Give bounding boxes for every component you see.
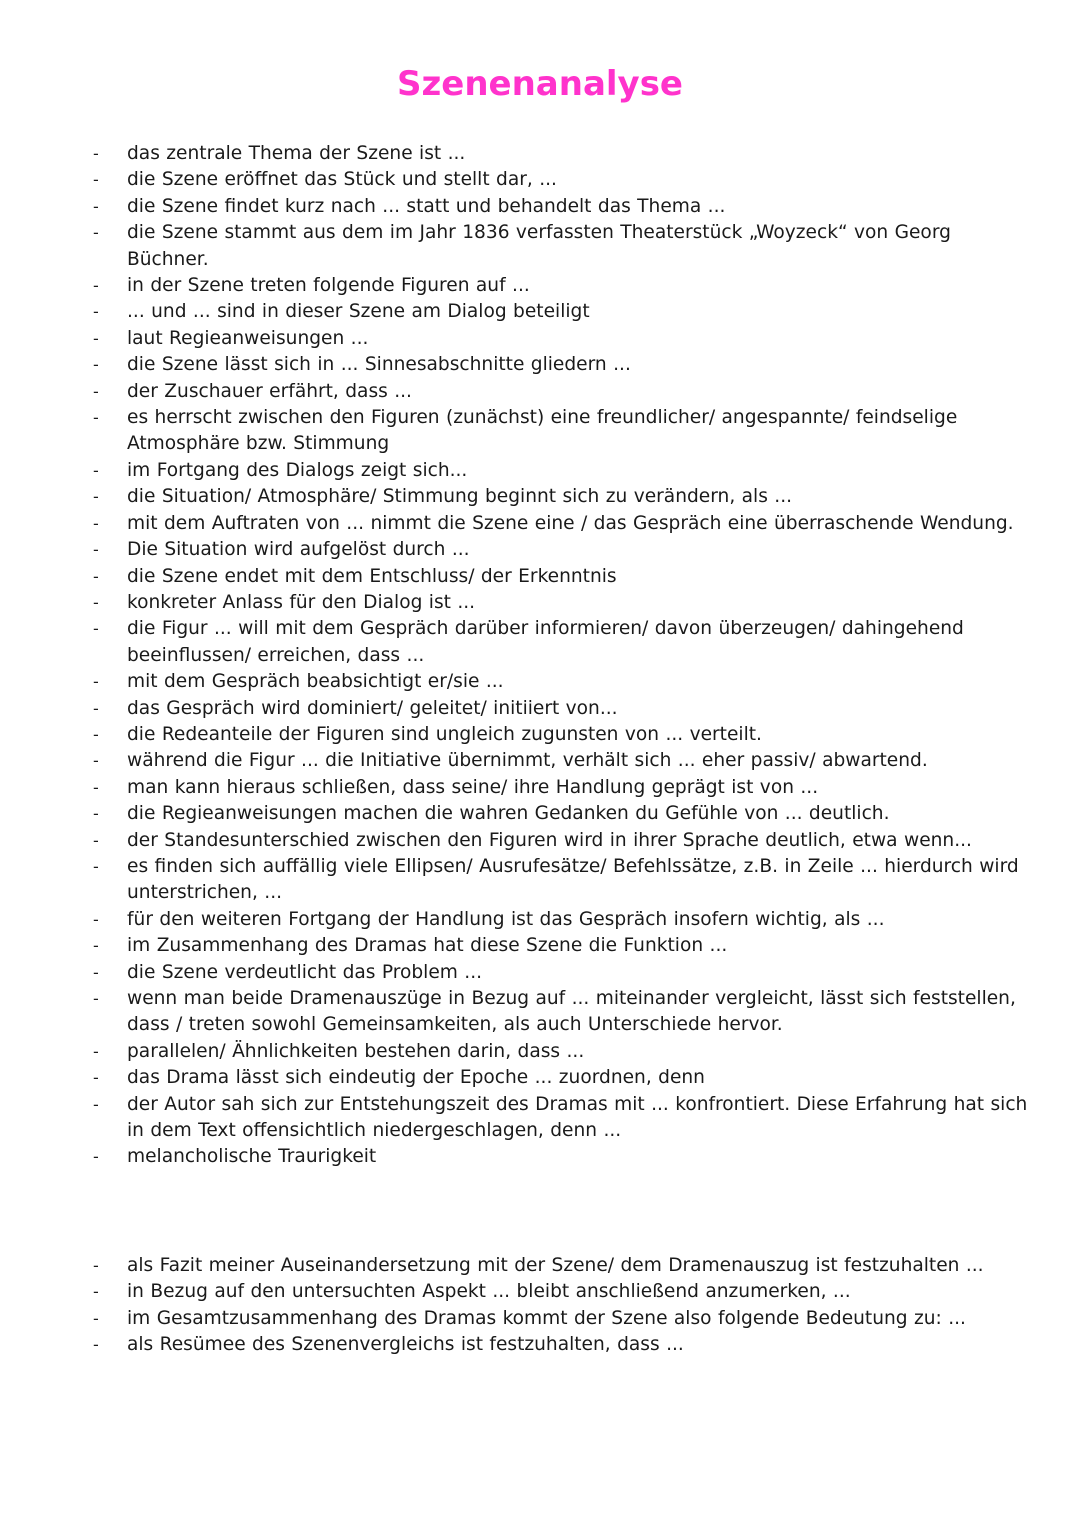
bullet-dash: -	[93, 936, 99, 956]
phrase-item	[0, 326, 1080, 352]
phrase-text: es herrscht zwischen den Figuren (zunächst) eine freundlicher/ angespannte/ feindselige Atmosphäre bzw. Stimmung	[127, 407, 958, 455]
phrase-item	[0, 537, 1080, 563]
phrase-text: konkreter Anlass für den Dialog ist ...	[127, 591, 476, 613]
bullet-dash: -	[93, 302, 99, 322]
bullet-dash: -	[93, 196, 99, 216]
bullet-dash: -	[93, 408, 99, 428]
phrase-text: es finden sich auffällig viele Ellipsen/ Ausrufesätze/ Befehlssätze, z.B. in Zeile ... hierdurch wird unterstrichen, ...	[127, 855, 1019, 904]
bullet-dash: -	[93, 1282, 99, 1302]
phrase-text: während die Figur ... die Initiative übernimmt, verhält sich ... eher passiv/ abwartend.	[127, 750, 928, 772]
bullet-dash: -	[93, 989, 99, 1008]
phrase-text: mit dem Gespräch beabsichtigt er/sie ...	[127, 671, 504, 693]
bullet-dash: -	[93, 751, 99, 771]
phrase-item	[0, 696, 1080, 722]
bullet-dash: -	[93, 381, 99, 401]
phrase-item	[0, 1065, 1080, 1091]
bullet-dash: -	[93, 223, 99, 243]
phrase-text: melancholische Traurigkeit	[127, 1146, 377, 1168]
phrase-text: für den weiteren Fortgang der Handlung ist das Gespräch insofern wichtig, als ...	[127, 908, 885, 930]
bullet-dash: -	[93, 672, 99, 692]
phrase-item	[0, 960, 1080, 986]
phrase-item	[0, 775, 1080, 801]
phrase-text: ... und ... sind in dieser Szene am Dialog beteiligt	[127, 301, 590, 323]
phrase-text: die Redeanteile der Figuren sind ungleich zugunsten von ... verteilt.	[127, 723, 762, 745]
phrase-text: die Szene eröffnet das Stück und stellt dar, ...	[127, 169, 557, 191]
bullet-dash: -	[93, 1041, 99, 1061]
phrase-text: parallelen/ Ähnlichkeiten bestehen darin, dass ...	[127, 1040, 585, 1062]
phrase-text: der Zuschauer erfährt, dass ...	[127, 380, 412, 402]
bullet-dash: -	[93, 276, 99, 296]
phrase-item	[0, 616, 1080, 669]
phrase-text: das Gespräch wird dominiert/ geleitet/ initiiert von...	[127, 697, 618, 719]
phrase-item	[0, 273, 1080, 299]
bullet-dash: -	[93, 1256, 99, 1275]
bullet-dash: -	[93, 460, 99, 480]
bullet-dash: -	[93, 355, 99, 375]
bullet-dash: -	[93, 804, 99, 824]
phrase-text: das zentrale Thema der Szene ist ...	[127, 143, 466, 164]
phrase-item	[0, 1092, 1080, 1145]
phrase-item	[0, 1039, 1080, 1065]
phrase-text: man kann hieraus schließen, dass seine/ ihre Handlung geprägt ist von ...	[127, 776, 819, 798]
phrase-item	[0, 379, 1080, 405]
phrase-text: wenn man beide Dramenauszüge in Bezug auf ... miteinander vergleicht, lässt sich feststellen, dass / treten sowohl Gemeinsamkeiten, als auch Unterschiede hervor.	[127, 988, 1016, 1036]
conclusion-item	[0, 1332, 1080, 1358]
phrase-text: im Fortgang des Dialogs zeigt sich...	[127, 459, 468, 481]
phrase-text: der Autor sah sich zur Entstehungszeit des Dramas mit ... konfrontiert. Diese Erfahrung hat sich in dem Text offensichtlich niedergeschlagen, denn ...	[127, 1093, 1028, 1142]
phrase-text: die Szene endet mit dem Entschluss/ der Erkenntnis	[127, 565, 617, 587]
phrase-text: die Szene lässt sich in ... Sinnesabschnitte gliedern ...	[127, 354, 631, 376]
phrase-item	[0, 458, 1080, 484]
phrase-item	[0, 405, 1080, 458]
phrase-item	[0, 907, 1080, 933]
bullet-dash: -	[93, 513, 99, 533]
phrase-item	[0, 986, 1080, 1039]
phrase-text: als Fazit meiner Auseinandersetzung mit der Szene/ dem Dramenauszug ist festzuhalten ...	[127, 1255, 984, 1276]
conclusion-item	[0, 1279, 1080, 1305]
phrase-text: als Resümee des Szenenvergleichs ist festzuhalten, dass ...	[127, 1334, 684, 1356]
bullet-dash: -	[93, 540, 99, 560]
phrase-item	[0, 722, 1080, 748]
bullet-dash: -	[93, 592, 99, 612]
bullet-dash: -	[93, 170, 99, 190]
bullet-dash: -	[93, 1068, 99, 1088]
phrase-item	[0, 748, 1080, 774]
phrase-text: die Regieanweisungen machen die wahren Gedanken du Gefühle von ... deutlich.	[127, 803, 890, 825]
phrase-text: die Situation/ Atmosphäre/ Stimmung beginnt sich zu verändern, als ...	[127, 486, 793, 508]
phrase-text: laut Regieanweisungen ...	[127, 327, 369, 349]
bullet-dash: -	[93, 328, 99, 348]
phrase-text: in Bezug auf den untersuchten Aspekt ... bleibt anschließend anzumerken, ...	[127, 1281, 851, 1303]
phrase-item	[0, 590, 1080, 616]
phrase-text: im Zusammenhang des Dramas hat diese Szene die Funktion ...	[127, 935, 728, 957]
bullet-dash: -	[93, 962, 99, 982]
bullet-dash: -	[93, 777, 99, 797]
conclusion-list	[0, 1253, 1080, 1359]
bullet-dash: -	[93, 566, 99, 586]
bullet-dash: -	[93, 1147, 99, 1167]
phrase-item	[0, 167, 1080, 193]
phrase-item	[0, 801, 1080, 827]
phrase-text: der Standesunterschied zwischen den Figuren wird in ihrer Sprache deutlich, etwa wenn...	[127, 829, 972, 851]
phrase-item	[0, 511, 1080, 537]
bullet-dash: -	[93, 856, 99, 876]
bullet-dash: -	[93, 1335, 99, 1355]
bullet-dash: -	[93, 1094, 99, 1114]
bullet-dash: -	[93, 1308, 99, 1328]
page-title: Szenenanalyse	[396, 64, 683, 104]
phrase-text: die Szene verdeutlicht das Problem ...	[127, 961, 483, 983]
phrase-text: die Szene stammt aus dem im Jahr 1836 verfassten Theaterstück „Woyzeck“ von Georg Büchner.	[127, 222, 951, 270]
phrase-list	[0, 141, 1080, 1171]
phrase-text: Die Situation wird aufgelöst durch ...	[127, 539, 470, 561]
phrase-text: mit dem Auftraten von ... nimmt die Szene eine / das Gespräch eine überraschende Wendung.	[127, 512, 1014, 534]
phrase-item	[0, 854, 1080, 907]
phrase-item	[0, 828, 1080, 854]
phrase-item	[0, 669, 1080, 695]
bullet-dash: -	[93, 724, 99, 744]
phrase-item	[0, 564, 1080, 590]
bullet-dash: -	[93, 487, 99, 507]
phrase-item	[0, 220, 1080, 273]
bullet-dash: -	[93, 909, 99, 929]
bullet-dash: -	[93, 144, 99, 163]
conclusion-item	[0, 1306, 1080, 1332]
bullet-dash: -	[93, 698, 99, 718]
phrase-text: in der Szene treten folgende Figuren auf ...	[127, 275, 530, 297]
phrase-item	[0, 352, 1080, 378]
conclusion-item	[0, 1253, 1080, 1279]
phrase-text: die Szene findet kurz nach ... statt und behandelt das Thema ...	[127, 195, 726, 217]
phrase-item	[0, 1144, 1080, 1170]
phrase-item	[0, 484, 1080, 510]
phrase-item	[0, 933, 1080, 959]
phrase-item	[0, 141, 1080, 167]
bullet-dash: -	[93, 830, 99, 850]
phrase-item	[0, 299, 1080, 325]
phrase-item	[0, 194, 1080, 220]
phrase-text: das Drama lässt sich eindeutig der Epoche ... zuordnen, denn	[127, 1067, 705, 1089]
phrase-text: die Figur ... will mit dem Gespräch darüber informieren/ davon überzeugen/ dahingehend beeinflussen/ erreichen, dass ...	[127, 618, 964, 666]
phrase-text: im Gesamtzusammenhang des Dramas kommt der Szene also folgende Bedeutung zu: ...	[127, 1307, 966, 1329]
bullet-dash: -	[93, 619, 99, 639]
